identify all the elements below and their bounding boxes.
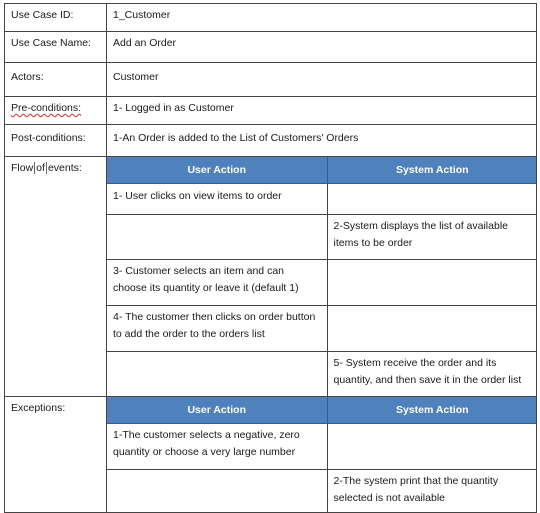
exceptions-step-system: 2-The system print that the quantity selected is not available <box>333 475 499 504</box>
flow-step-user <box>107 352 327 397</box>
row-exceptions <box>5 397 537 513</box>
flow-step-row <box>107 352 537 397</box>
flow-step-row <box>107 215 537 260</box>
actors-label: Actors: <box>5 63 107 97</box>
row-postconditions <box>5 125 537 157</box>
preconditions-label-cell <box>5 97 107 125</box>
use-case-name-value: Add an Order <box>107 32 537 63</box>
row-actors <box>5 63 537 97</box>
use-case-id-value: 1_Customer <box>107 4 537 32</box>
exceptions-table <box>107 397 537 512</box>
postconditions-value: 1-An Order is added to the List of Customers' Orders <box>107 125 537 157</box>
flow-header-user-action: User Action <box>107 157 327 184</box>
flow-label-cell <box>5 157 107 397</box>
preconditions-value: 1- Logged in as Customer <box>107 97 537 125</box>
flow-step-user: 3- Customer selects an item and can choose its quantity or leave it (default 1) <box>107 260 327 306</box>
exceptions-step-user <box>107 470 327 513</box>
cursor-mark <box>46 162 47 174</box>
exceptions-step-system <box>327 424 537 470</box>
flow-header-system-action: System Action <box>327 157 537 184</box>
exceptions-step-row <box>107 424 537 470</box>
use-case-id-label: Use Case ID: <box>5 4 107 32</box>
row-flow-of-events <box>5 157 537 397</box>
flow-step-system <box>327 306 537 352</box>
actors-value: Customer <box>107 63 537 97</box>
exceptions-header-row <box>107 397 537 424</box>
flow-step-system: 2-System displays the list of available items to be order <box>327 215 537 260</box>
flow-step-row <box>107 260 537 306</box>
flow-step-user: 1- User clicks on view items to order <box>107 184 327 215</box>
postconditions-label: Post-conditions: <box>5 125 107 157</box>
use-case-name-label: Use Case Name: <box>5 32 107 63</box>
row-use-case-id <box>5 4 537 32</box>
flow-label-part1: Flow <box>11 162 34 174</box>
flow-step-row <box>107 306 537 352</box>
flow-step-row <box>107 184 537 215</box>
use-case-table <box>4 3 537 513</box>
exceptions-header-system-action: System Action <box>327 397 537 424</box>
flow-header-row <box>107 157 537 184</box>
preconditions-label: Pre-conditions: <box>11 102 82 114</box>
flow-step-user: 4- The customer then clicks on order button to add the order to the orders list <box>107 306 327 352</box>
exceptions-label: Exceptions: <box>5 397 107 513</box>
flow-label-part3: events: <box>47 162 82 174</box>
flow-label-part2: of <box>36 162 45 174</box>
row-use-case-name <box>5 32 537 63</box>
flow-step-system <box>327 260 537 306</box>
flow-table <box>107 157 537 396</box>
flow-step-user <box>107 215 327 260</box>
flow-step-system <box>327 184 537 215</box>
exceptions-step-row <box>107 470 537 513</box>
flow-step-system: 5- System receive the order and its quantity, and then save it in the order list <box>333 357 522 386</box>
exceptions-table-cell <box>107 397 537 513</box>
flow-table-cell <box>107 157 537 397</box>
exceptions-step-user: 1-The customer selects a negative, zero quantity or choose a very large number <box>107 424 327 470</box>
row-preconditions <box>5 97 537 125</box>
exceptions-header-user-action: User Action <box>107 397 327 424</box>
